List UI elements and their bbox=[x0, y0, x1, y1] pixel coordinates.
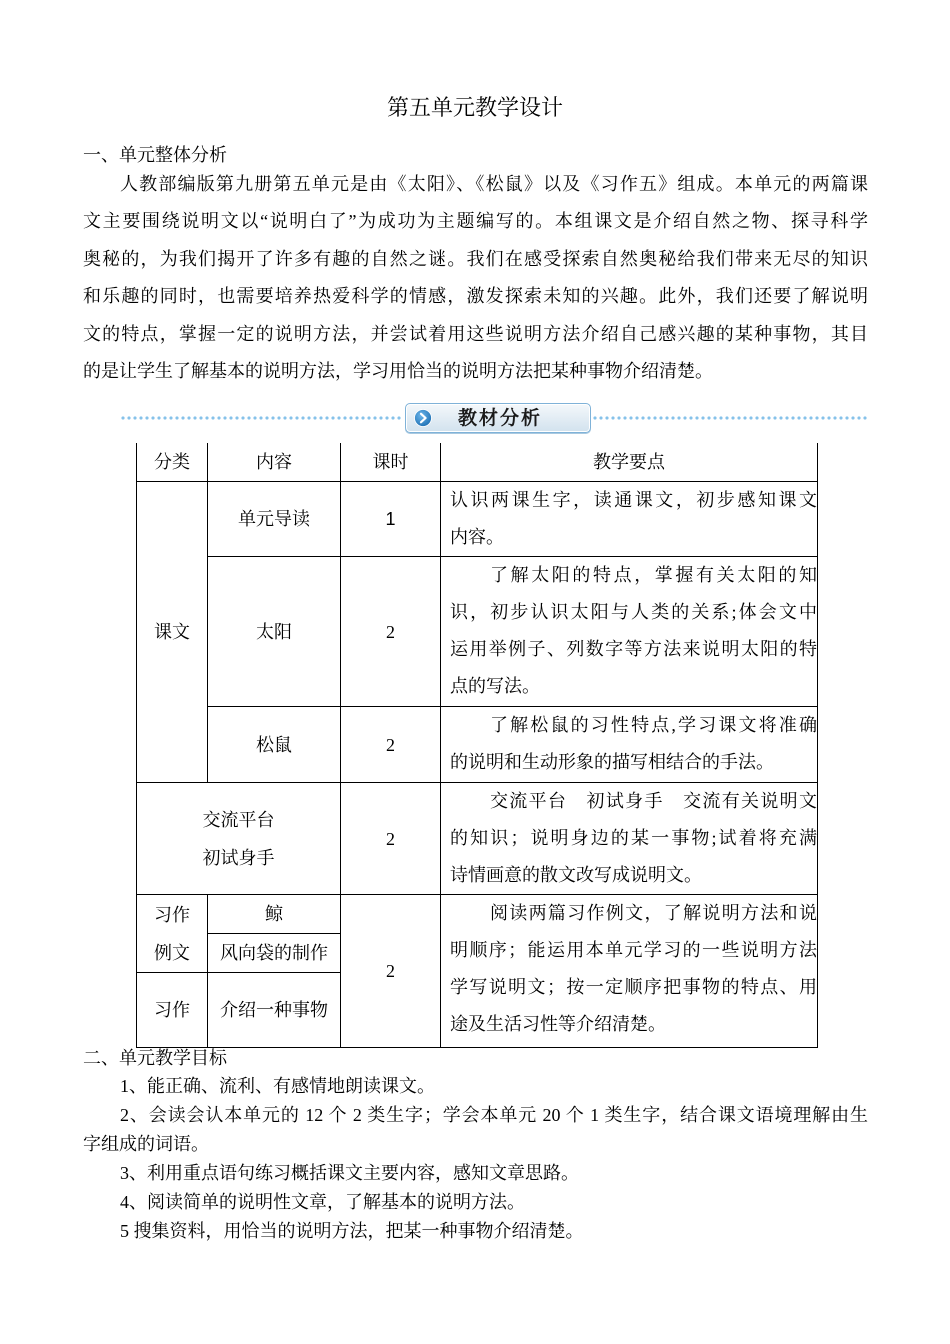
content-cell: 鲸 bbox=[208, 895, 341, 934]
dotted-rule-left bbox=[120, 415, 403, 421]
header-content: 内容 bbox=[208, 443, 341, 482]
category-line: 例文 bbox=[154, 942, 190, 963]
content-cell: 介绍一种事物 bbox=[208, 973, 341, 1048]
points-line: 交流平台 初试身手 交流有关说明文 bbox=[490, 791, 817, 811]
table-row bbox=[137, 557, 818, 707]
points-line: 的说明和生动形象的描写相结合的手法。 bbox=[450, 752, 774, 772]
points-line: 诗情画意的散文改写成说明文。 bbox=[450, 865, 702, 885]
analysis-paragraph bbox=[83, 166, 868, 390]
table-row bbox=[137, 482, 818, 557]
points-cell bbox=[441, 482, 818, 557]
material-analysis-table bbox=[136, 443, 818, 1048]
table-row bbox=[137, 707, 818, 783]
points-line: 内容。 bbox=[450, 527, 504, 547]
hours-cell: 1 bbox=[341, 482, 441, 557]
header-category: 分类 bbox=[137, 443, 208, 482]
content-cell: 太阳 bbox=[208, 557, 341, 707]
table-row bbox=[137, 783, 818, 895]
paragraph-line: 的是让学生了解基本的说明方法，学习用恰当的说明方法把某种事物介绍清楚。 bbox=[83, 361, 713, 382]
section-heading-goals: 二、单元教学目标 bbox=[83, 1048, 227, 1068]
dotted-rule-right bbox=[592, 415, 868, 421]
points-line: 点的写法。 bbox=[450, 676, 540, 696]
category-line: 习作 bbox=[154, 904, 190, 925]
category-cell-kewen: 课文 bbox=[137, 482, 208, 783]
category-line: 交流平台 bbox=[202, 809, 275, 830]
category-cell-jiaoliu bbox=[137, 783, 341, 895]
points-cell bbox=[441, 783, 818, 895]
points-cell bbox=[441, 557, 818, 707]
hours-cell: 2 bbox=[341, 707, 441, 783]
content-cell: 松鼠 bbox=[208, 707, 341, 783]
table-row bbox=[137, 895, 818, 934]
points-line: 明顺序；能运用本单元学习的一些说明方法 bbox=[450, 940, 817, 960]
paragraph-line: 奥秘的，为我们揭开了许多有趣的自然之谜。我们在感受探索自然奥秘给我们带来无尽的知识 bbox=[83, 248, 868, 269]
page-title: 第五单元教学设计 bbox=[386, 95, 563, 120]
points-line: 运用举例子、列数字等方法来说明太阳的特 bbox=[450, 639, 817, 659]
header-hours: 课时 bbox=[341, 443, 441, 482]
content-cell: 风向袋的制作 bbox=[208, 934, 341, 973]
goal-item: 3、利用重点语句练习概括课文主要内容，感知文章思路。 bbox=[120, 1163, 579, 1183]
paragraph-line: 和乐趣的同时，也需要培养热爱科学的情感，激发探索未知的兴趣。此外，我们还要了解说明 bbox=[83, 286, 868, 307]
points-line: 识，初步认识太阳与人类的关系;体会文中 bbox=[450, 602, 817, 622]
content-cell: 单元导读 bbox=[208, 482, 341, 557]
hours-cell: 2 bbox=[341, 557, 441, 707]
table-header-row bbox=[137, 443, 818, 482]
paragraph-line: 人教部编版第九册第五单元是由《太阳》、《松鼠》以及《习作五》组成。本单元的两篇课 bbox=[120, 174, 868, 194]
points-line: 阅读两篇习作例文，了解说明方法和说 bbox=[490, 903, 817, 923]
goal-item: 4、阅读简单的说明性文章，了解基本的说明方法。 bbox=[120, 1192, 525, 1212]
points-cell bbox=[441, 707, 818, 783]
points-line: 学写说明文；按一定顺序把事物的特点、用 bbox=[450, 977, 817, 997]
badge-label: 教材分析 bbox=[458, 407, 543, 429]
section-badge bbox=[405, 403, 591, 433]
points-line: 途及生活习性等介绍清楚。 bbox=[450, 1014, 666, 1034]
goal-item: 5 搜集资料，用恰当的说明方法，把某一种事物介绍清楚。 bbox=[120, 1221, 584, 1241]
arrow-circle-icon bbox=[414, 409, 432, 427]
paragraph-line: 文主要围绕说明文以“说明白了”为成功为主题编写的。本组课文是介绍自然之物、探寻科学 bbox=[83, 211, 868, 232]
goal-item: 2、会读会认本单元的 12 个 2 类生字；学会本单元 20 个 1 类生字，结合课文语境理解由生 bbox=[120, 1105, 868, 1125]
hours-cell: 2 bbox=[341, 783, 441, 895]
paragraph-line: 文的特点，掌握一定的说明方法，并尝试着用这些说明方法介绍自己感兴趣的某种事物，其目 bbox=[83, 323, 868, 344]
goal-item: 1、能正确、流利、有感情地朗读课文。 bbox=[120, 1076, 435, 1096]
header-points: 教学要点 bbox=[441, 443, 818, 482]
points-line: 了解松鼠的习性特点,学习课文将准确 bbox=[490, 715, 817, 735]
goal-item-continuation: 字组成的词语。 bbox=[83, 1134, 209, 1154]
section-heading-analysis: 一、单元整体分析 bbox=[83, 145, 227, 165]
category-cell-examples bbox=[137, 895, 208, 973]
hours-cell: 2 bbox=[341, 895, 441, 1048]
points-line: 认识两课生字，读通课文，初步感知课文 bbox=[450, 490, 817, 510]
points-line: 了解太阳的特点，掌握有关太阳的知 bbox=[490, 565, 817, 585]
points-cell bbox=[441, 895, 818, 1048]
points-line: 的知识；说明身边的某一事物;试着将充满 bbox=[450, 828, 817, 848]
category-line: 初试身手 bbox=[202, 847, 275, 868]
goals-list bbox=[83, 1072, 868, 1246]
category-cell-writing: 习作 bbox=[137, 973, 208, 1048]
